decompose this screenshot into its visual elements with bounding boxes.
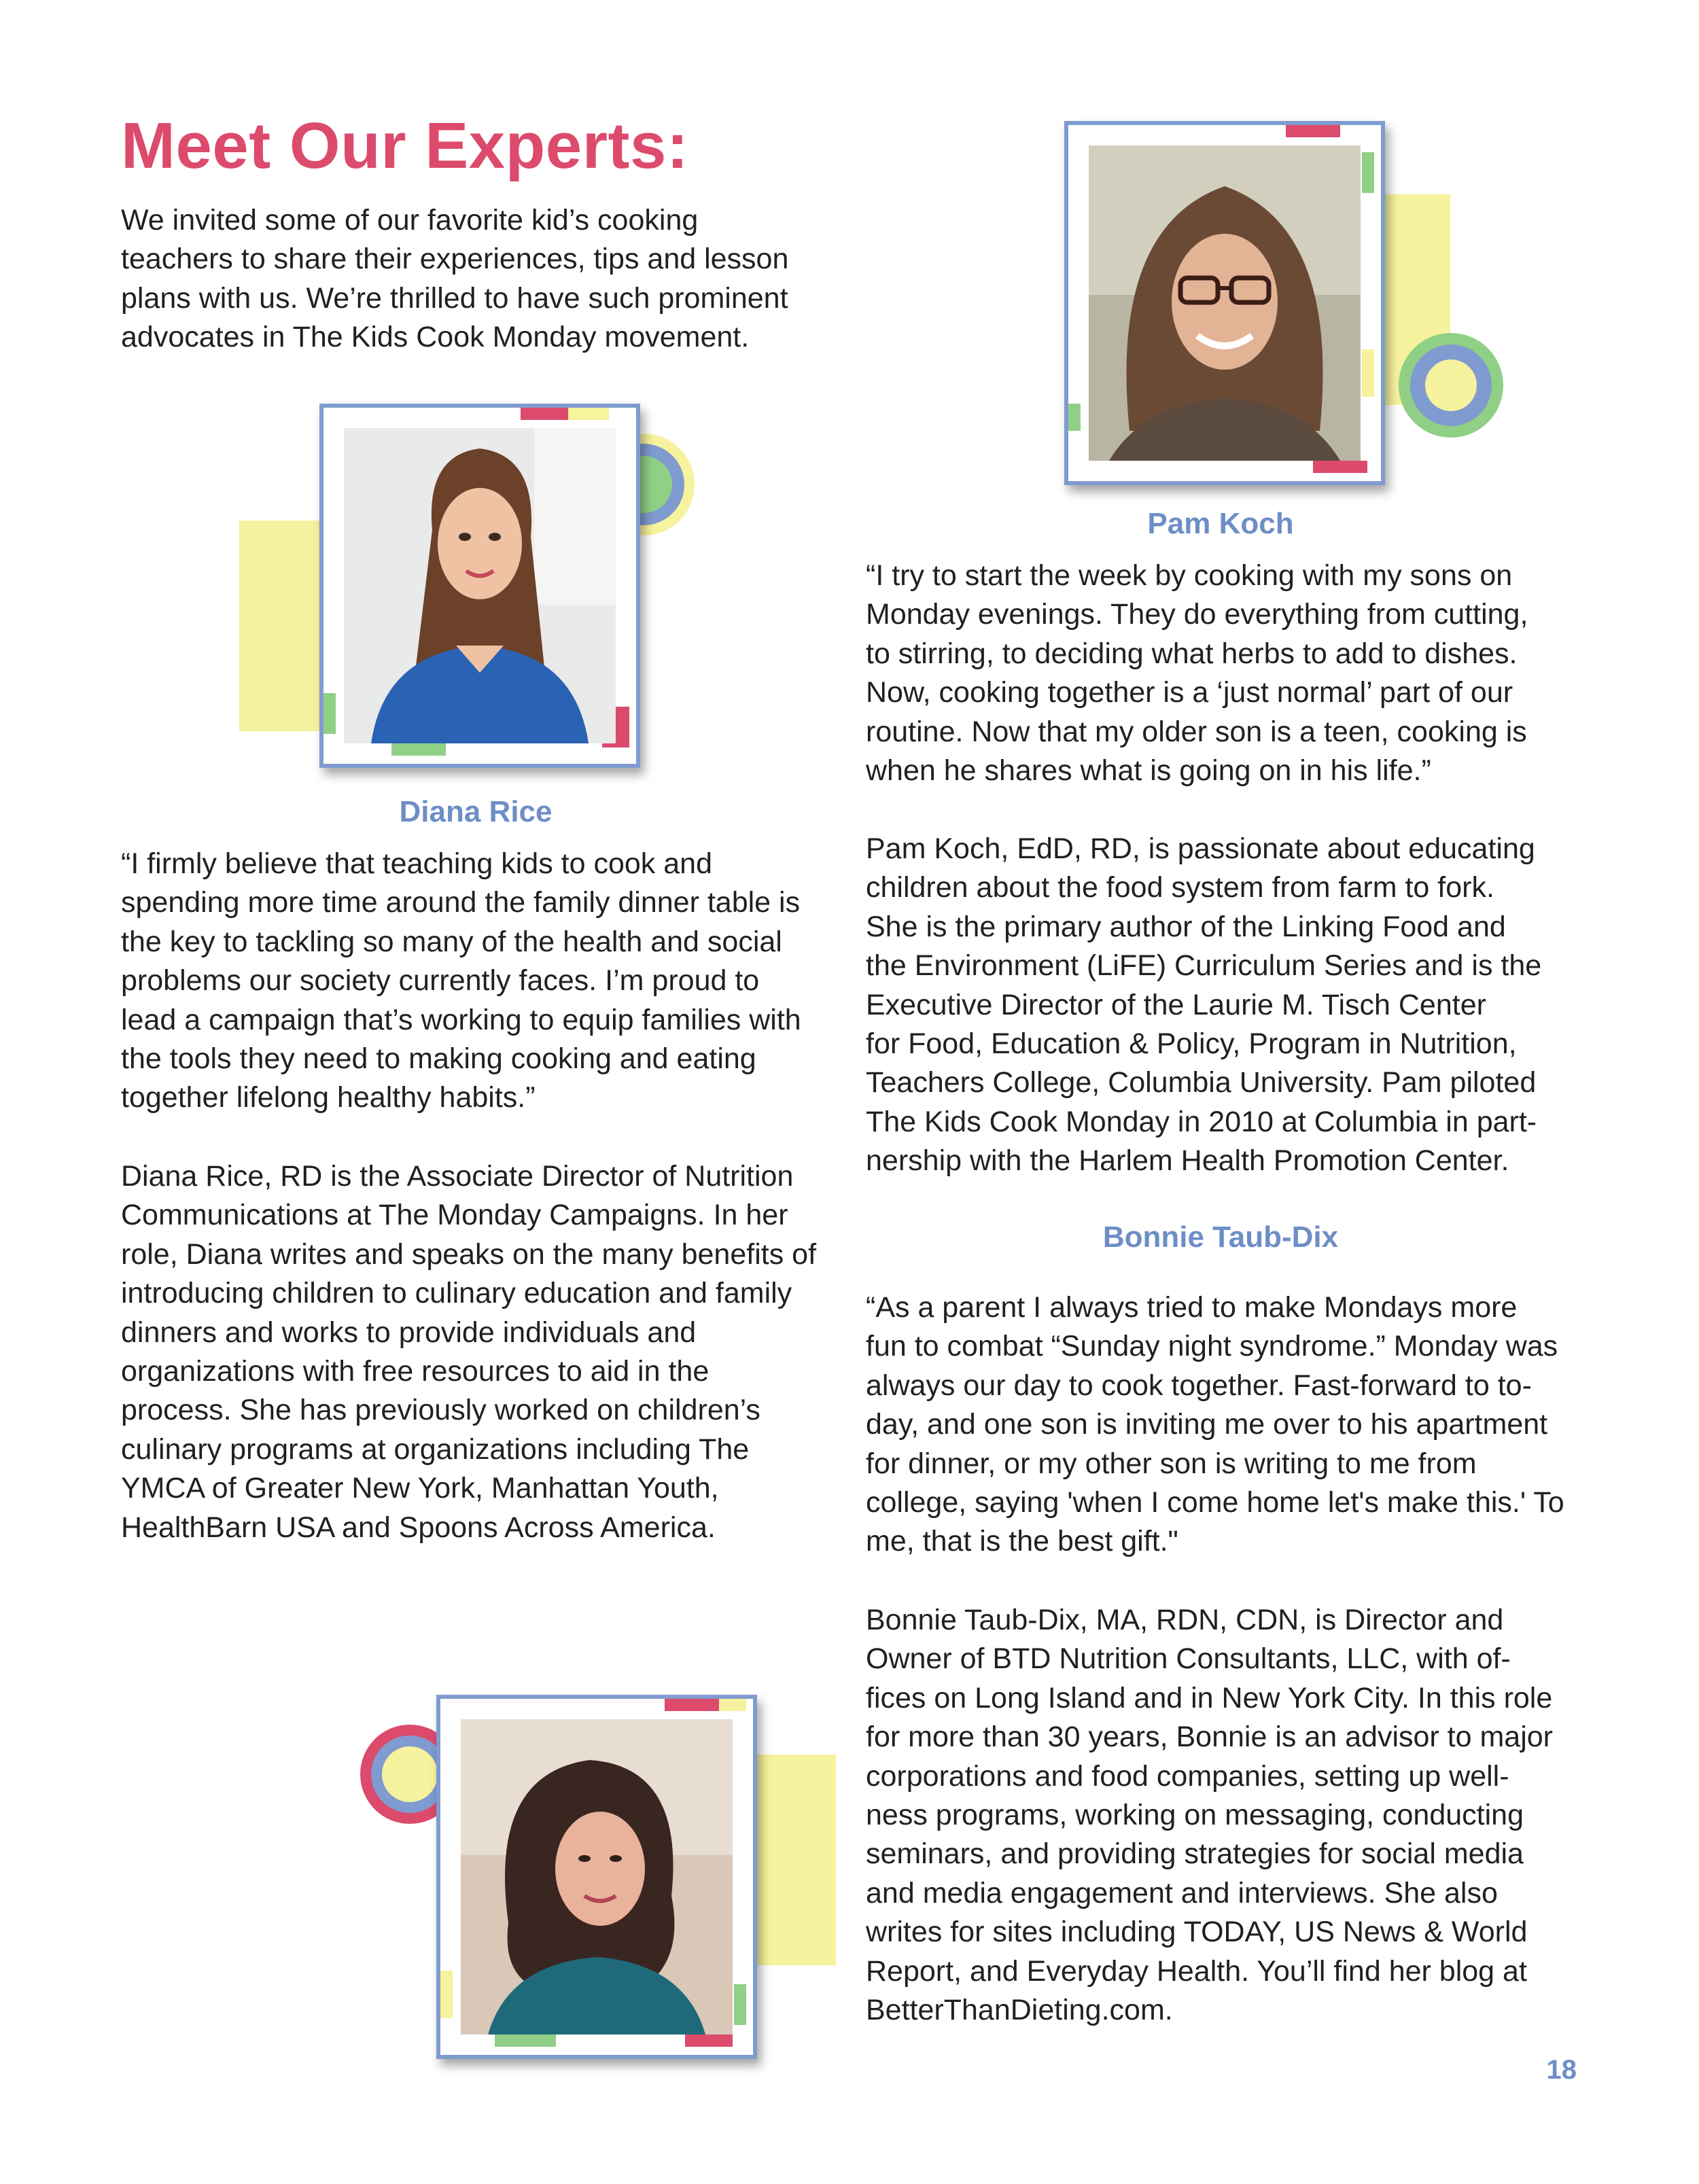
pam-quote: “I try to start the week by cooking with my sons on Monday evenings. They do everything from cutting, to stirring, to deciding what herbs to add to dishes. Now, cooking together is a ‘just normal’ part of our routine. Now that my older son is a teen, cooking is when he shares what is going on in his life.” <box>866 559 1528 788</box>
diana-bio: Diana Rice, RD is the Associate Director of Nutrition Communications at The Monday Campaigns. In her role, Diana writes and speaks on the many benefits of introducing children to culinary education and family dinners and works to provide individuals and organizations with free resources to aid in the process. She has previously worked on children’s culinary programs at organizations including The YMCA of Greater New York, Manhattan Youth, HealthBarn USA and Spoons Across America. <box>121 1160 817 1544</box>
diana-photo <box>344 428 616 743</box>
pam-photo <box>1089 145 1361 461</box>
pam-photo-frame <box>1064 121 1385 485</box>
diana-quote: “I firmly believe that teaching kids to cook and spending more time around the family dinner table is the key to tackling so many of the health and social problems our society currently faces. I’m proud to lead a campaign that’s working to equip families with the tools they need to making cooking and eating together lifelong healthy habits.” <box>121 847 801 1114</box>
page-number: 18 <box>1546 2055 1577 2085</box>
bonnie-quote: “As a parent I always tried to make Mondays more fun to combat “Sunday night syndrome.” Monday was always our day to cook together. Fast-forward to to- day, and one son is inviting me over to his apartment for dinner, or my other son is writing to me from college, saying 'when I come home let's make this.' To me, that is the best gift." <box>866 1291 1564 1558</box>
bonnie-photo-frame <box>436 1695 757 2059</box>
expert-name-bonnie: Bonnie Taub-Dix <box>1102 1220 1339 1254</box>
bonnie-bio: Bonnie Taub-Dix, MA, RDN, CDN, is Director and Owner of BTD Nutrition Consultants, LLC, with of- fices on Long Island and in New York City. In this role for more than 30 years, Bonnie is an advisor to major corporations and food companies, setting up well- ness programs, working on messaging, conducting seminars, and providing strategies for social media and media engagement and interviews. She also writes for sites including TODAY, US News & World Report, and Everyday Health. You’ll find her blog at BetterThanDieting.com. <box>866 1604 1554 2027</box>
diana-photo-frame <box>319 404 640 768</box>
expert-name-diana: Diana Rice <box>399 795 553 828</box>
pam-bio: Pam Koch, EdD, RD, is passionate about educating children about the food system from farm to fork. She is the primary author of the Linking Food and the Environment (LiFE) Curriculum Series and is the Executive Director of the Laurie M. Tisch Center for Food, Education & Policy, Program in Nutrition, Teachers College, Columbia University. Pam piloted The Kids Cook Monday in 2010 at Columbia in part- nership with the Harlem Health Promotion Center. <box>866 832 1542 1178</box>
intro-paragraph: We invited some of our favorite kid’s cooking teachers to share their experiences, tips and lesson plans with us. We’re thrilled to have such prominent advocates in The Kids Cook Monday movement. <box>121 204 789 354</box>
page-title: Meet Our Experts: <box>121 109 689 182</box>
expert-name-pam: Pam Koch <box>1147 507 1294 540</box>
bonnie-photo <box>461 1719 733 2035</box>
decor-ring <box>1399 333 1503 438</box>
